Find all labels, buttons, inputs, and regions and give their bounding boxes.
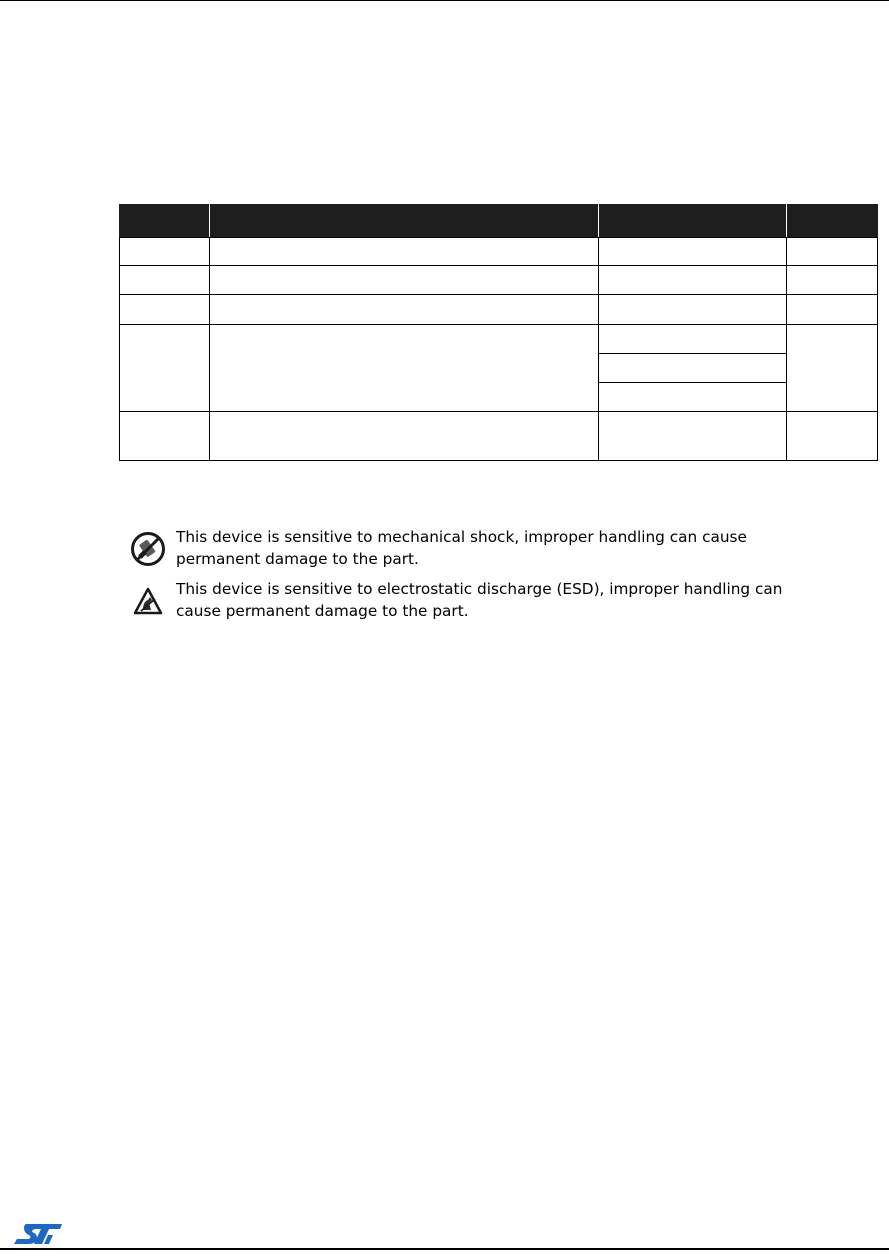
table-row-border — [119, 237, 878, 238]
table-subrow-border — [598, 353, 786, 354]
table-column-border — [209, 237, 210, 461]
table-row-border — [119, 294, 878, 295]
table-left-border — [119, 237, 120, 461]
header-cell-separator — [598, 204, 599, 237]
footer-rule — [0, 1248, 889, 1250]
note-esd — [128, 578, 878, 622]
header-cell-separator — [209, 204, 210, 237]
esd-warning-icon — [130, 583, 166, 619]
note-mechanical-shock — [128, 526, 878, 570]
table-row-border — [119, 411, 878, 412]
st-logo — [12, 1222, 64, 1246]
header-cell-separator — [786, 204, 787, 237]
note-text: This device is sensitive to electrostatic discharge (ESD), improper handling can cause permanent damage to the part. — [176, 580, 783, 620]
table-row-border — [119, 265, 878, 266]
table-column-border — [598, 237, 599, 461]
table-right-border — [877, 237, 878, 461]
table-subrow-border — [598, 382, 786, 383]
table-row-border — [119, 324, 878, 325]
mechanical-shock-warning-icon — [130, 531, 166, 567]
table-bottom-border — [119, 460, 878, 461]
note-text: This device is sensitive to mechanical shock, improper handling can cause permanent damage to the part. — [176, 528, 747, 568]
table-header-row — [119, 204, 878, 237]
table-column-border — [786, 237, 787, 461]
header-rule — [0, 0, 889, 1]
